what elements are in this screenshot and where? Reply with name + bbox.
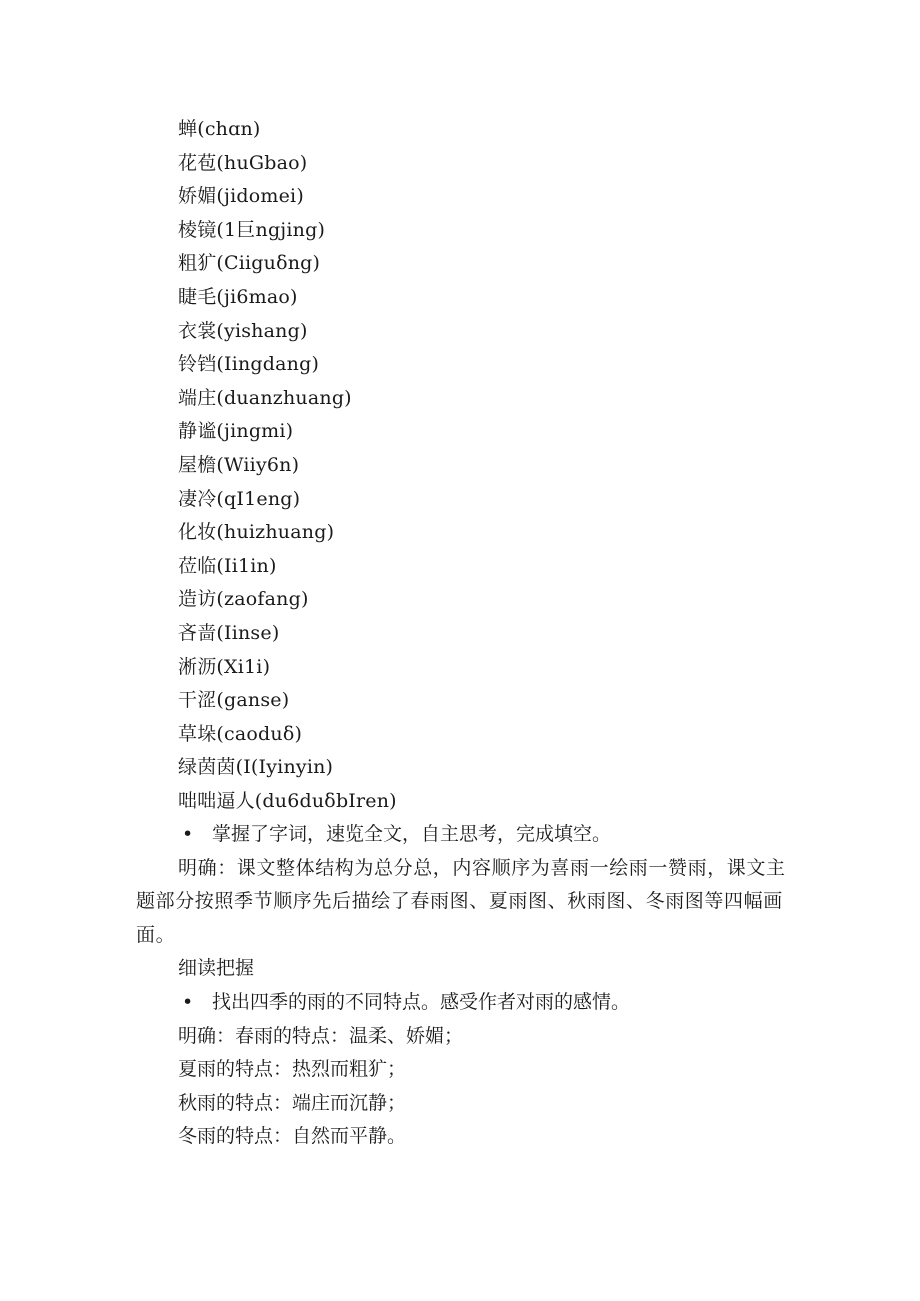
vocab-item: 粗犷(Ciiguδng) — [178, 252, 321, 275]
vocab-item: 吝啬(Iinse) — [178, 621, 280, 644]
vocab-item: 淅沥(Xi1i) — [178, 655, 271, 678]
bullet-item — [136, 986, 786, 1020]
answer-line: 冬雨的特点：自然而平静。 — [178, 1125, 407, 1148]
vocab-item: 蝉(chɑn) — [178, 118, 261, 140]
answer-line: 夏雨的特点：热烈而粗犷； — [178, 1058, 407, 1081]
vocab-item: 草垛(caoduδ) — [178, 722, 303, 745]
section-heading: 细读把握 — [178, 957, 255, 980]
vocab-item: 造访(zaofang) — [178, 588, 309, 611]
bullet-dot: • — [182, 823, 194, 845]
vocab-item: 棱镜(1巨ngjing) — [178, 218, 326, 241]
answer-line: 秋雨的特点：端庄而沉静； — [178, 1091, 407, 1114]
bullet-text: 找出四季的雨的不同特点。感受作者对雨的感情。 — [212, 990, 631, 1013]
vocab-item: 化妆(huizhuang) — [178, 521, 335, 544]
vocab-item: 静谧(jingmi) — [178, 420, 294, 443]
vocab-item: 铃铛(Iingdang) — [178, 353, 320, 376]
vocab-item: 花苞(huGbao) — [178, 151, 308, 174]
vocab-item: 睫毛(ji6mao) — [178, 285, 298, 308]
bullet-text: 掌握了字词，速览全文，自主思考，完成填空。 — [212, 823, 612, 845]
answer-line: 明确：春雨的特点：温柔、娇媚； — [178, 1024, 464, 1047]
explanation-paragraph: 明确：课文整体结构为总分总，内容顺序为喜雨一绘雨一赞雨，课文主题部分按照季节顺序先后描绘了春雨图、夏雨图、秋雨图、冬雨图等四幅画面。 — [136, 856, 786, 946]
vocab-item: 莅临(Ii1in) — [178, 554, 277, 577]
body-text — [136, 818, 786, 1154]
vocab-item: 凄冷(qI1eng) — [178, 487, 301, 510]
vocab-item: 衣裳(yishang) — [178, 319, 308, 342]
vocab-item: 端庄(duanzhuang) — [178, 386, 352, 409]
vocab-item: 娇媚(jidomei) — [178, 185, 304, 208]
bullet-item — [136, 818, 786, 852]
vocab-item: 咄咄逼人(du6duδbIren) — [178, 789, 397, 812]
vocabulary-list — [178, 113, 798, 818]
vocab-item: 屋檐(Wiiy6n) — [178, 453, 300, 476]
vocab-item: 干涩(ganse) — [178, 689, 290, 712]
vocab-item: 绿茵茵(I(Iyinyin) — [178, 756, 334, 779]
bullet-dot: • — [182, 990, 194, 1013]
